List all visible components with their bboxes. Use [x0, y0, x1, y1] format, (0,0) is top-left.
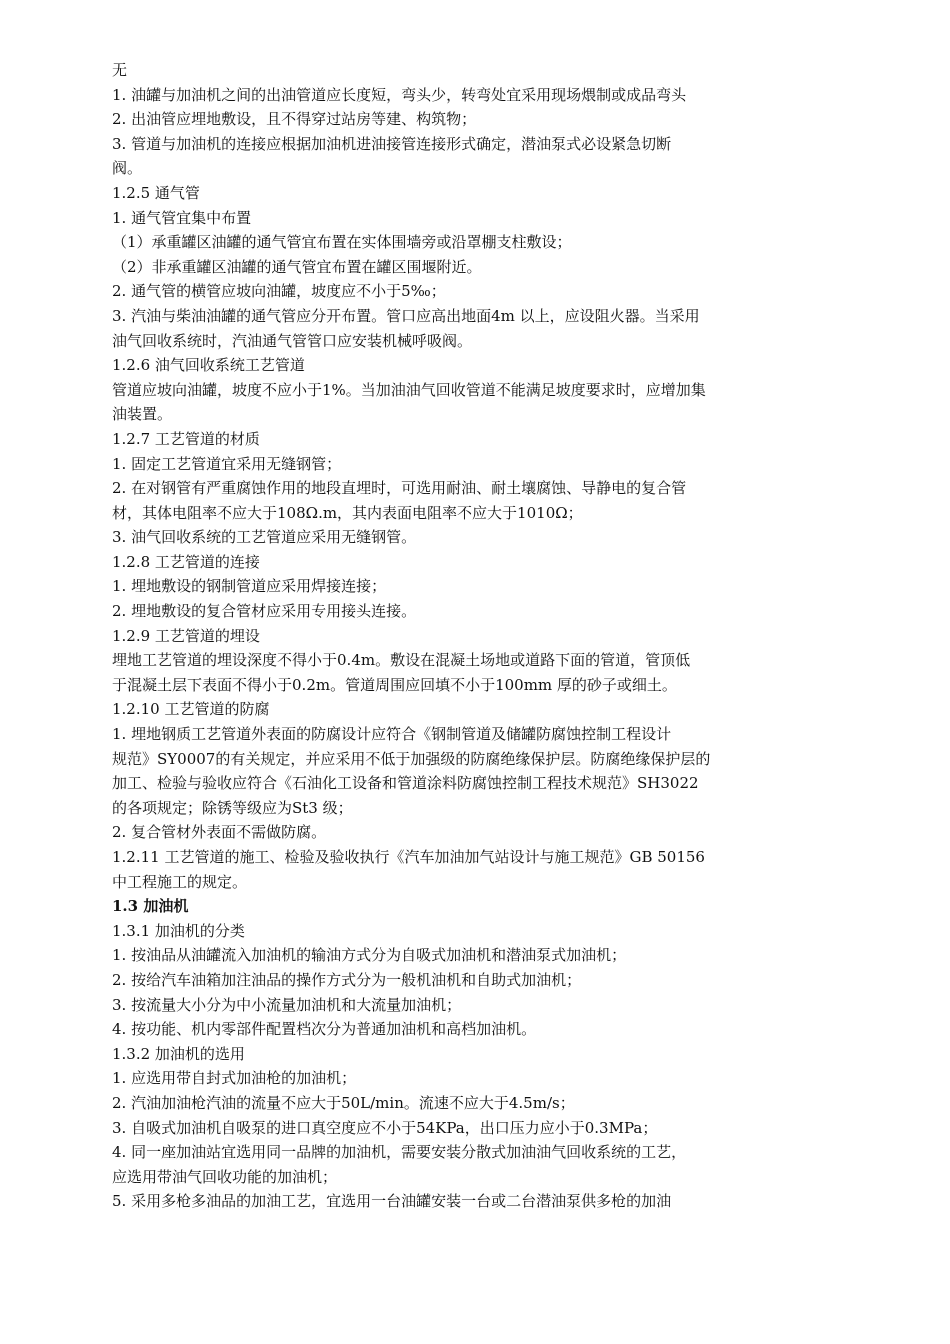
document-page [112, 58, 842, 1214]
text-line: 埋地工艺管道的埋设深度不得小于0.4m。敷设在混凝土场地或道路下面的管道，管顶低 [112, 651, 691, 670]
chapter-heading: 1.3 加油机 [112, 897, 189, 916]
text-line: 5. 采用多枪多油品的加油工艺，宜选用一台油罐安装一台或二台潜油泵供多枪的加油 [112, 1192, 672, 1211]
text-line: 规范》SY0007的有关规定，并应采用不低于加强级的防腐绝缘保护层。防腐绝缘保护层的 [112, 749, 711, 768]
text-line: 应选用带油气回收功能的加油机； [112, 1167, 338, 1186]
text-line: 中工程施工的规定。 [112, 872, 248, 891]
text-line: 无 [112, 61, 128, 79]
text-line: 1. 埋地敷设的钢制管道应采用焊接连接； [112, 577, 387, 596]
text-line: 4. 同一座加油站宜选用同一品牌的加油机，需要安装分散式加油油气回收系统的工艺， [112, 1143, 687, 1162]
section-heading: 1.2.10 工艺管道的防腐 [112, 700, 270, 719]
section-heading: 1.3.2 加油机的选用 [112, 1044, 245, 1063]
text-line: 1. 油罐与加油机之间的出油管道应长度短，弯头少，转弯处宜采用现场煨制或成品弯头 [112, 85, 687, 104]
text-line: 3. 管道与加油机的连接应根据加油机进油接管连接形式确定，潜油泵式必设紧急切断 [112, 134, 672, 153]
text-line: 油气回收系统时，汽油通气管管口应安装机械呼吸阀。 [112, 331, 473, 350]
text-line: 2. 出油管应埋地敷设，且不得穿过站房等建、构筑物； [112, 110, 477, 129]
text-line: 于混凝土层下表面不得小于0.2m。管道周围应回填不小于100mm 厚的砂子或细土。 [112, 675, 677, 694]
text-line: 阀。 [112, 159, 143, 178]
section-heading: 1.2.5 通气管 [112, 183, 200, 202]
text-line: 1. 固定工艺管道宜采用无缝钢管； [112, 454, 342, 473]
text-line: 2. 复合管材外表面不需做防腐。 [112, 823, 327, 842]
text-line: 2. 汽油加油枪汽油的流量不应大于50L/min。流速不应大于4.5m/s； [112, 1093, 575, 1112]
section-heading: 1.3.1 加油机的分类 [112, 921, 245, 940]
text-line: 2. 在对钢管有严重腐蚀作用的地段直埋时，可选用耐油、耐土壤腐蚀、导静电的复合管 [112, 479, 687, 498]
text-line: 2. 埋地敷设的复合管材应采用专用接头连接。 [112, 602, 417, 621]
text-line: 4. 按功能、机内零部件配置档次分为普通加油机和高档加油机。 [112, 1020, 537, 1039]
text-line: 管道应坡向油罐，坡度不应小于1%。当加油油气回收管道不能满足坡度要求时，应增加集 [112, 380, 706, 399]
text-line: 3. 按流量大小分为中小流量加油机和大流量加油机； [112, 995, 462, 1014]
text-line: 2. 按给汽车油箱加注油品的操作方式分为一般机油机和自助式加油机； [112, 970, 582, 989]
text-line: 3. 油气回收系统的工艺管道应采用无缝钢管。 [112, 528, 417, 547]
text-line: 3. 自吸式加油机自吸泵的进口真空度应不小于54KPa，出口压力应小于0.3MPa； [112, 1118, 658, 1137]
text-line: （2）非承重罐区油罐的通气管宜布置在罐区围堰附近。 [112, 257, 482, 276]
text-line: （1）承重罐区油罐的通气管宜布置在实体围墙旁或沿罩棚支柱敷设； [112, 233, 572, 252]
text-line: 2. 通气管的横管应坡向油罐，坡度应不小于5‰； [112, 282, 446, 301]
text-line: 加工、检验与验收应符合《石油化工设备和管道涂料防腐蚀控制工程技术规范》SH3022 [112, 774, 699, 793]
section-heading: 1.2.9 工艺管道的埋设 [112, 626, 260, 645]
text-line: 材，其体电阻率不应大于108Ω.m，其内表面电阻率不应大于1010Ω； [112, 503, 583, 522]
text-line: 1. 通气管宜集中布置 [112, 208, 252, 227]
text-line: 1. 按油品从油罐流入加油机的输油方式分为自吸式加油机和潜油泵式加油机； [112, 946, 627, 965]
text-line: 1. 埋地钢质工艺管道外表面的防腐设计应符合《钢制管道及储罐防腐蚀控制工程设计 [112, 725, 672, 744]
text-line: 1. 应选用带自封式加油枪的加油机； [112, 1069, 357, 1088]
section-heading: 1.2.6 油气回收系统工艺管道 [112, 356, 305, 375]
section-heading: 1.2.7 工艺管道的材质 [112, 429, 260, 448]
text-line: 3. 汽油与柴油油罐的通气管应分开布置。管口应高出地面4m 以上，应设阻火器。当采用 [112, 306, 700, 325]
text-line: 油装置。 [112, 405, 173, 424]
text-line: 的各项规定；除锈等级应为St3 级； [112, 798, 353, 817]
section-heading: 1.2.8 工艺管道的连接 [112, 552, 260, 571]
section-heading: 1.2.11 工艺管道的施工、检验及验收执行《汽车加油加气站设计与施工规范》GB 50156 [112, 848, 705, 866]
